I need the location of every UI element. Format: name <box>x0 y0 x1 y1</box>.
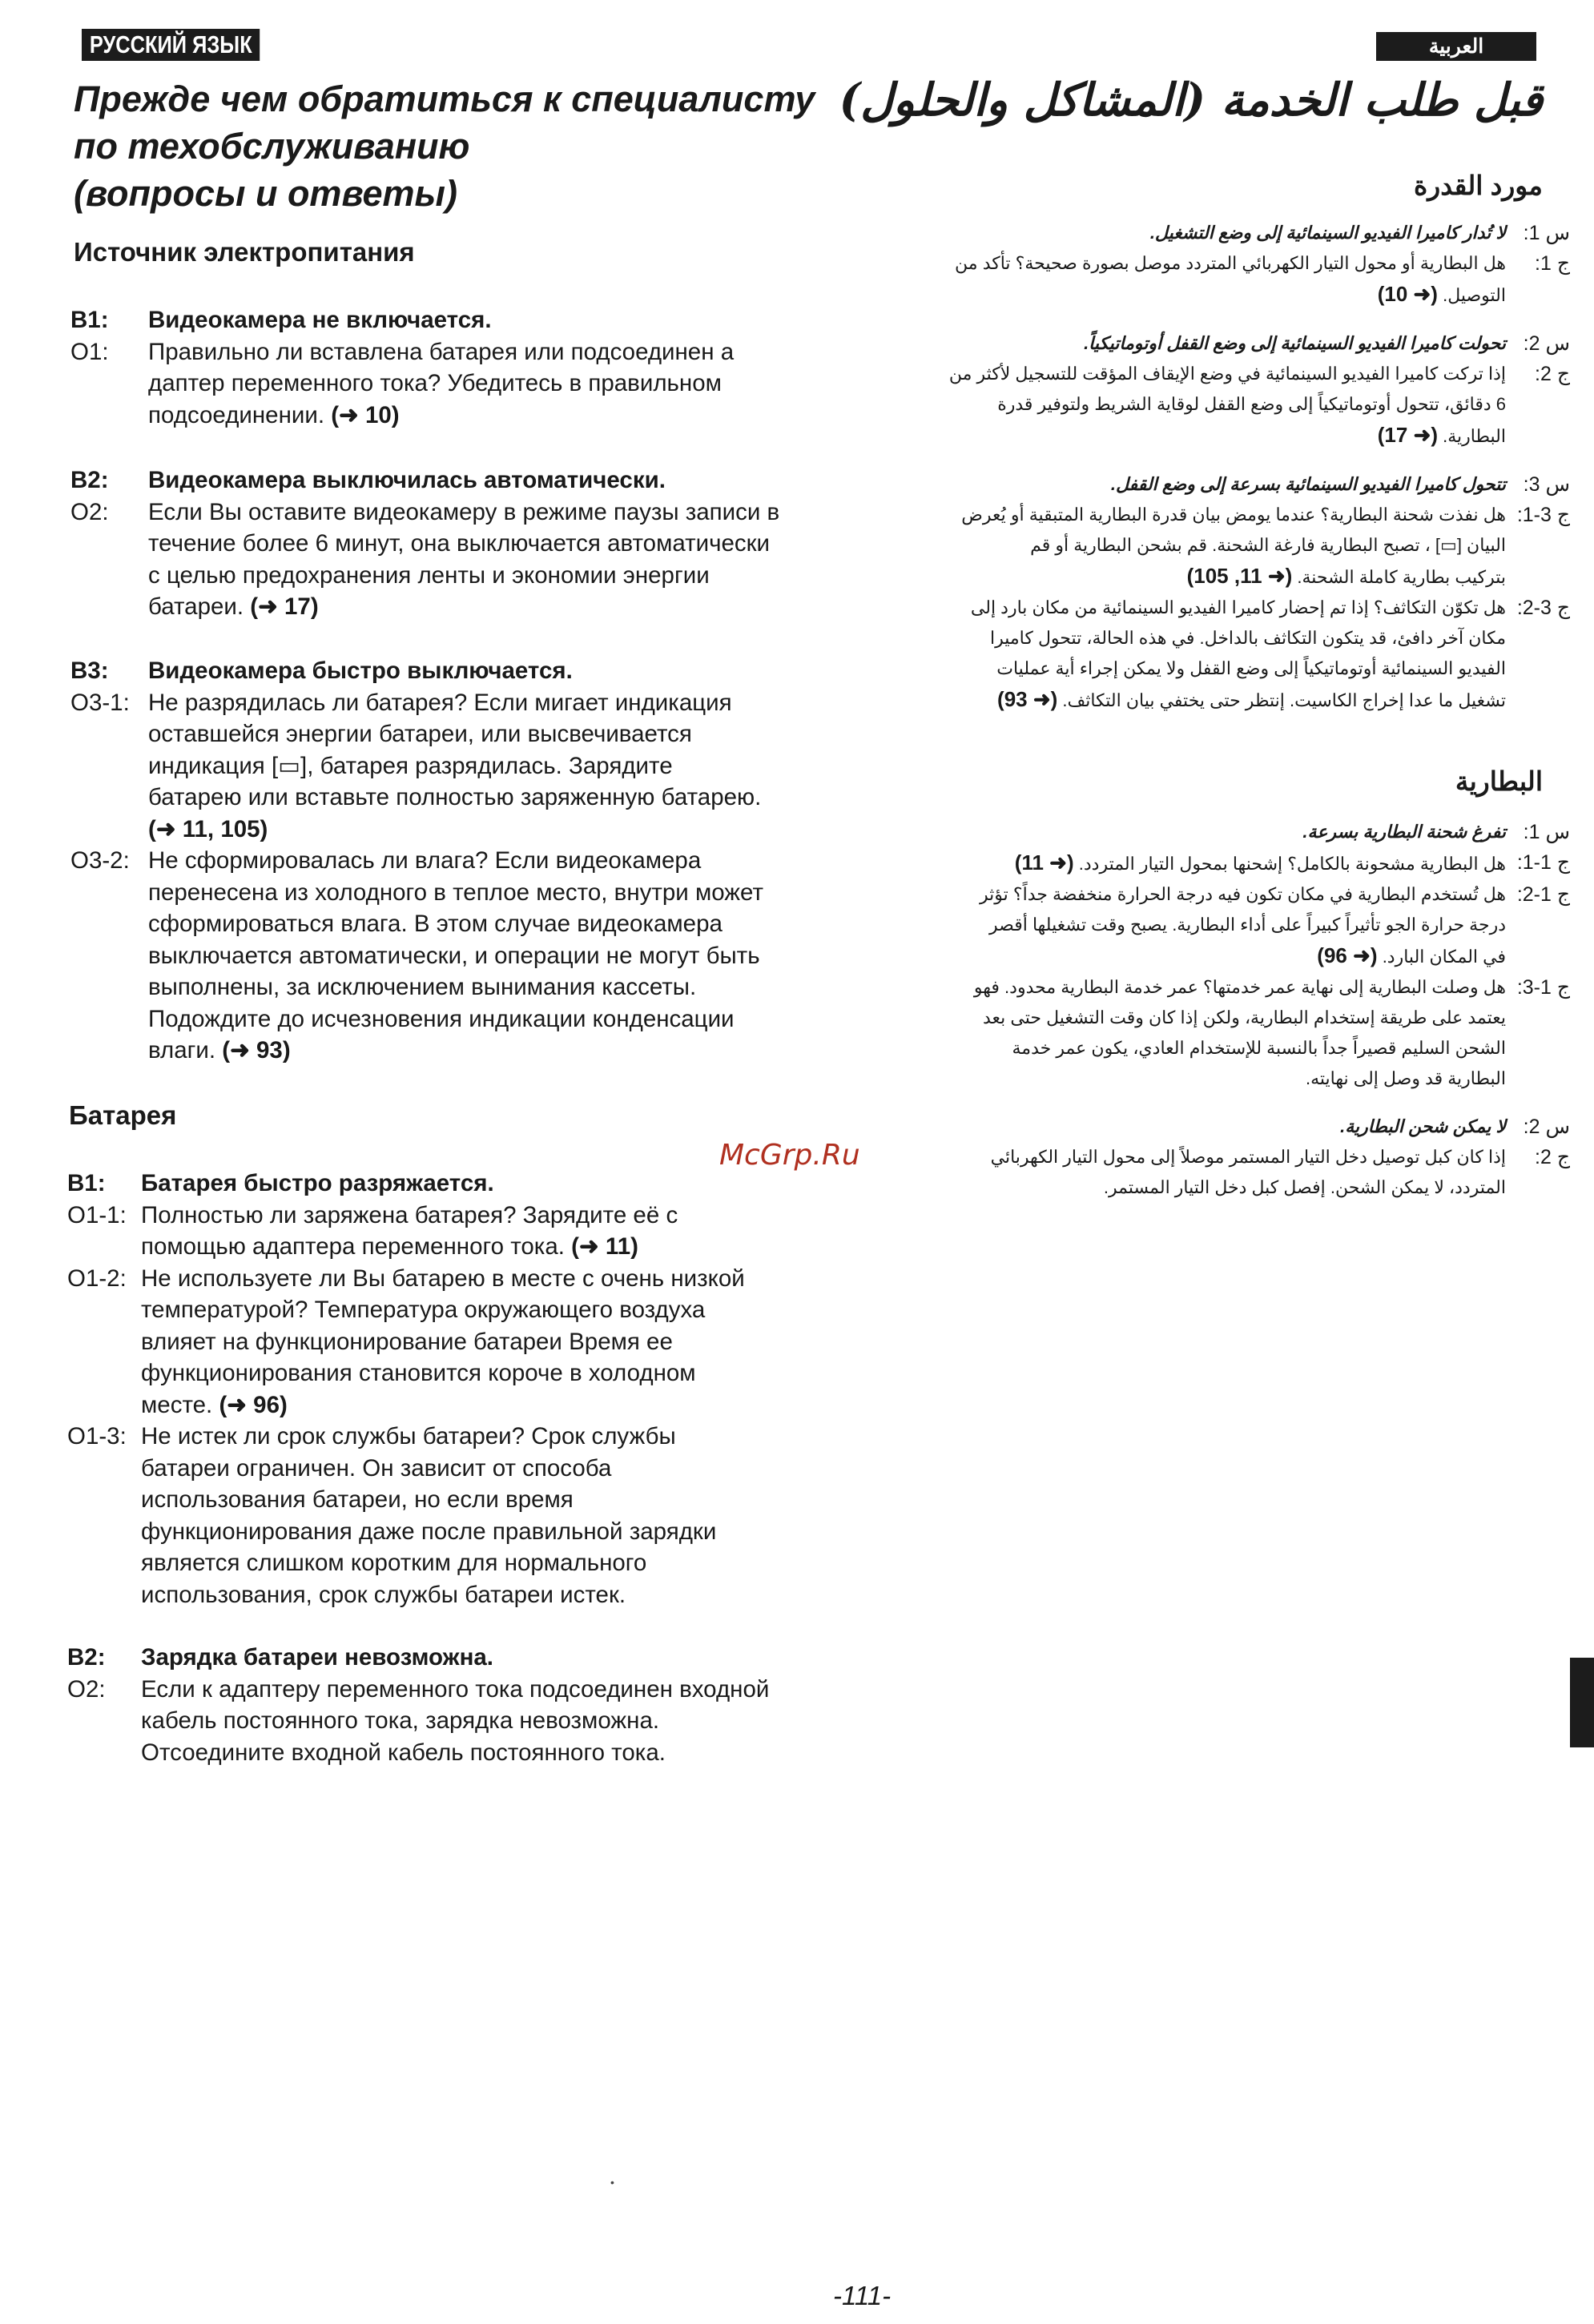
answer-text: هل تكوّن التكاثف؟ إذا تم إحضار كاميرا الفيديو السينمائية من مكان بارد إلى مكان آخر دافئ، قد يتكون التكاثف بالداخل. في هذه الحالة، تتحول كاميرا الفيديو السينمائية أوتوماتيكياً إلى وضع القفل ولا يمكن إجراء أية عمليات تشغيل ما عدا إخراج الكاسيت. إنتظر حتى يختفي بيان التكاثف. <box>970 597 1506 710</box>
answer-text: هل نفذت شحنة البطارية؟ عندما يومض بيان قدرة البطارية المتبقية أو يُعرض البيان [▭] ، تصبح البطارية فارغة الشحنة. قم بشحن البطارية أو قم بتركيب بطارية كاملة الشحنة. <box>961 505 1506 587</box>
question-text: Батарея быстро разряжается. <box>141 1170 494 1196</box>
answer-label: ج 1-1: <box>1516 851 1570 874</box>
watermark-text: McGrp.Ru <box>719 1139 860 1172</box>
answer-label: ج 2: <box>1535 1146 1570 1168</box>
question-label: B3: <box>70 657 109 684</box>
answer-text: Полностью ли заряжена батарея? Зарядите её с помощью адаптера переменного тока. <box>141 1201 678 1260</box>
answer-text: إذا تركت كاميرا الفيديو السينمائية في وضع الإيقاف المؤقت للتسجيل لأكثر من 6 دقائق، تتحول أوتوماتيكياً إلى وضع القفل لوقاية الشريط ولتوفير قدرة البطارية. <box>948 364 1506 446</box>
answer-text: Не сформировалась ли влага? Если видеокамера перенесена из холодного в теплое место, внутри может сформироваться влага. В этом случае видеокамера выключается автоматически, и операции не могут быть выполнены, за исключением вынимания кассеты. Подождите до исчезновения индикации конденсации влаги. <box>148 847 763 1063</box>
answer-text: Если Вы оставите видеокамеру в режиме паузы записи в течение более 6 минут, она выключается автоматически с целью предохранения ленты и экономии энергии батареи. <box>148 498 780 620</box>
answer-label: O3-1: <box>70 689 130 716</box>
question-label: B1: <box>67 1170 106 1196</box>
qa-block-power-b2 <box>70 464 871 623</box>
qa-block-power-b1 <box>70 304 871 431</box>
question-text: لا يمكن شحن البطارية. <box>1340 1116 1506 1136</box>
title-line: Прежде чем обратиться к специалисту <box>74 78 815 119</box>
section-edge-tab <box>1570 1658 1594 1747</box>
title-line: по техобслуживанию <box>74 126 470 167</box>
qa-block-battery-b1 <box>67 1168 868 1610</box>
language-tag-russian: РУССКИЙ ЯЗЫК <box>82 29 260 61</box>
question-text: تحولت كاميرا الفيديو السينمائية إلى وضع القفل أوتوماتيكياً. <box>1084 333 1506 353</box>
answer-text: هل البطارية مشحونة بالكامل؟ إشحنها بمحول التيار المتردد. <box>1078 854 1506 874</box>
answer-label: O1: <box>70 338 109 365</box>
question-label: س 2: <box>1523 332 1570 355</box>
answer-label: ج 1-2: <box>1516 883 1570 906</box>
page-reference: (➜ 10) <box>1377 282 1438 306</box>
arabic-section-heading-power: مورد القدرة <box>1414 171 1543 200</box>
answer-text: Если к адаптеру переменного тока подсоединен входной кабель постоянного тока, зарядка невозможна. Отсоедините входной кабель постоянного тока. <box>141 1675 770 1766</box>
answer-text: إذا كان كبل توصيل دخل التيار المستمر موصلاً إلى محول التيار الكهربائي المتردد، لا يمكن الشحن. إفصل كبل دخل التيار المستمر. <box>990 1147 1506 1197</box>
question-text: تفرغ شحنة البطارية بسرعة. <box>1302 822 1506 842</box>
answer-text: Правильно ли вставлена батарея или подсоединен а даптер переменного тока? Убедитесь в правильном подсоединении. <box>148 338 735 428</box>
question-text: Видеокамера выключилась автоматически. <box>148 467 666 493</box>
page-reference: (➜ 93) <box>997 687 1058 711</box>
page-reference: (➜ 11, 105) <box>148 815 268 842</box>
answer-label: O1-3: <box>67 1423 127 1449</box>
answer-label: ج 1: <box>1535 252 1570 275</box>
page-reference: (➜ 11) <box>1014 850 1074 875</box>
answer-text: Не истек ли срок службы батареи? Срок службы батареи ограничен. Он зависит от способа использования батареи, но если время функционирования даже после правильной зарядки является слишком коротким для нормального использования, срок службы батареи истек. <box>141 1423 717 1608</box>
question-label: س 1: <box>1523 821 1570 843</box>
answer-text: Не используете ли Вы батарею в месте с очень низкой температурой? Температура окружающего воздуха влияет на функционирование батареи Время ее функционирования становится короче в холодном месте. <box>141 1265 745 1418</box>
page-reference: (➜ 11) <box>571 1233 638 1260</box>
question-label: B1: <box>70 307 109 333</box>
question-text: لا تُدار كاميرا الفيديو السينمائية إلى وضع التشغيل. <box>1149 223 1506 243</box>
title-line: (вопросы и ответы) <box>74 173 457 214</box>
answer-text: هل تُستخدم البطارية في مكان تكون فيه درجة الحرارة منخفضة جداً؟ تؤثر درجة حرارة الجو تأثيراً كبيراً على أداء البطارية. يصبح وقت تشغيلها أقصر في المكان البارد. <box>980 884 1506 967</box>
answer-label: ج 3-2: <box>1516 597 1570 619</box>
answer-label: O1-1: <box>67 1201 127 1228</box>
question-text: تتحول كاميرا الفيديو السينمائية بسرعة إلى وضع القفل. <box>1110 474 1506 494</box>
answer-label: O2: <box>67 1675 106 1703</box>
section-heading-battery: Батарея <box>69 1100 177 1130</box>
page-reference: (➜ 93) <box>222 1037 291 1063</box>
question-label: س 1: <box>1523 222 1570 244</box>
answer-text: هل وصلت البطارية إلى نهاية عمر خدمتها؟ عمر خدمة البطارية محدود. فهو يعتمد على طريقة إستخدام البطارية، ولكن إذا كان وقت التشغيل حتى بعد الشحن السليم قصيراً جداً بالنسبة للإستخدام العادي، يكون عمر خدمة البطارية قد وصل إلى نهايته. <box>973 977 1506 1088</box>
question-text: Зарядка батареи невозможна. <box>141 1644 493 1671</box>
answer-label: O1-2: <box>67 1265 127 1292</box>
question-label: B2: <box>70 467 109 493</box>
page-reference: (➜ 96) <box>219 1391 288 1418</box>
page-reference: (➜ 17) <box>250 593 319 620</box>
arabic-qa-power <box>865 218 1570 716</box>
qa-block-power-b3 <box>70 655 871 1067</box>
answer-label: ج 3-1: <box>1516 504 1570 526</box>
qa-block-battery-b2 <box>67 1642 868 1768</box>
question-label: س 3: <box>1523 473 1570 496</box>
question-text: Видеокамера быстро выключается. <box>148 657 573 684</box>
answer-label: ج 2: <box>1535 363 1570 385</box>
answer-label: ج 1-3: <box>1516 976 1570 999</box>
language-tag-arabic: العربية <box>1376 32 1536 61</box>
page-reference: (➜ 11, 105) <box>1186 564 1293 588</box>
question-label: B2: <box>67 1644 106 1671</box>
arabic-section-heading-battery: البطارية <box>1455 766 1543 796</box>
question-label: س 2: <box>1523 1116 1570 1138</box>
scan-speck: • <box>610 2176 614 2189</box>
answer-text: هل البطارية أو محول التيار الكهربائي المتردد موصل بصورة صحيحة؟ تأكد من التوصيل. <box>955 253 1506 305</box>
arabic-qa-battery <box>865 817 1570 1203</box>
page-number: -111- <box>833 2281 892 2310</box>
answer-label: O3-2: <box>70 847 130 874</box>
question-text: Видеокамера не включается. <box>148 307 492 333</box>
page-reference: (➜ 17) <box>1377 423 1439 447</box>
page-reference: (➜ 96) <box>1317 943 1378 967</box>
answer-label: O2: <box>70 498 109 525</box>
arabic-page-title: قبل طلب الخدمة (المشاكل والحلول) <box>839 74 1543 127</box>
section-heading-power: Источник электропитания <box>74 237 415 267</box>
answer-text: Не разрядилась ли батарея? Если мигает индикация оставшейся энергии батареи, или высвечивается индикация [▭], батарея разрядилась. Зарядите батарею или вставьте полностью заряженную батарею. <box>148 689 762 810</box>
page-reference: (➜ 10) <box>331 401 400 428</box>
russian-page-title <box>74 75 875 217</box>
